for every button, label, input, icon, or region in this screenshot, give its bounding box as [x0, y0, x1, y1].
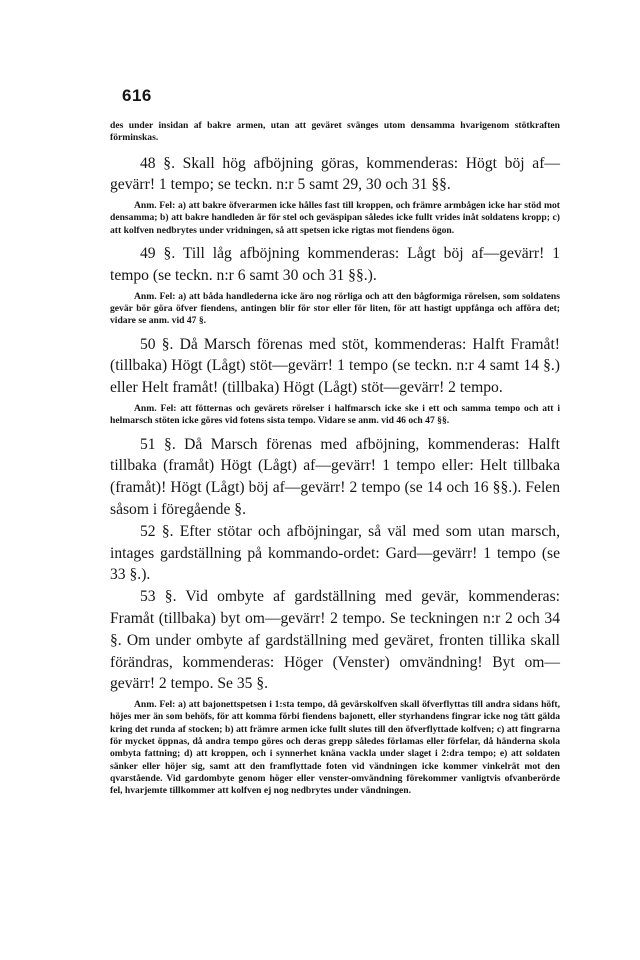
paragraph-51: 51 §. Då Marsch förenas med afböjning, kommenderas: Halft tillbaka (framåt) Högt (Lågt) af—gevärr! 1 tempo eller: Helt tillbaka (framåt)! Högt (Lågt) böj af—gevärr! 2 tempo (se 14 och 16 §§.). Felen såsom i föregående §.: [110, 435, 560, 518]
paragraph-50: 50 §. Då Marsch förenas med stöt, kommenderas: Halft Framåt! (tillbaka) Högt (Lågt) stöt—gevärr! 1 tempo (se teckn. n:r 4 samt 14 §.) eller Helt framåt! (tillbaka) Högt (Lågt) stöt—gevärr! 2 tempo.: [110, 335, 560, 397]
book-page: [110, 86, 560, 803]
note-53: Anm. Fel: a) att bajonettspetsen i 1:sta tempo, då gevärskolfven skall öfverflyttas till andra sidans höft, höjes mer än som behöfs, för att komma förbi fiendens bajonett, eller styrhandens fingrar icke nog tätt gälda kring det runda af stocken; b) att främre armen icke fullt slutes till den öfverflyttade kolfven; c) att fingrarna för mycket öppnas, då andra tempo göres och deras grepp således förlamas eller förfelar, då händerna skola ombyta fattning; d) att kroppen, och i synnerhet knäna vackla under slaget i 2:dra tempo; e) att soldaten sänker eller höjer sig, samt att den framflyttade foten vid vändningen icke kommer vinkelrät mot den qvarstående. Vid gardombyte genom höger eller venster-omvändning förekommer vanligtvis ofvanberörde fel, hvarjemte tillkommer att kolfven ej nog nedbrytes under vändningen.: [110, 699, 560, 797]
note-continuation: des under insidan af bakre armen, utan att geväret svänges utom densamma hvarigenom stötkraften förminskas.: [110, 120, 560, 144]
paragraph-52: 52 §. Efter stötar och afböjningar, så väl med som utan marsch, intages gardställning på kommando-ordet: Gard—gevärr! 1 tempo (se 33 §.).: [110, 522, 560, 584]
paragraph-49: 49 §. Till låg afböjning kommenderas: Lågt böj af—gevärr! 1 tempo (se teckn. n:r 6 samt 30 och 31 §§.).: [110, 245, 560, 284]
note-48: Anm. Fel: a) att bakre öfverarmen icke hålles fast till kroppen, och främre armbågen icke har stöd mot densamma; b) att bakre handleden är för stel och geväspipan således icke fullt vrides inåt soldatens kropp; c) att kolfven nedbrytes under vridningen, så att spetsen icke rigtas mot fiendens ögon.: [110, 200, 560, 236]
paragraph-48: 48 §. Skall hög afböjning göras, kommenderas: Högt böj af—gevärr! 1 tempo; se teckn. n:r 5 samt 29, 30 och 31 §§.: [110, 154, 560, 194]
note-50: Anm. Fel: att fötternas och gevärets rörelser i halfmarsch icke ske i ett och samma tempo och att i helmarsch stöten icke göres vid fotens sista tempo. Vidare se anm. vid 46 och 47 §§.: [110, 402, 560, 427]
note-49: Anm. Fel: a) att båda handlederna icke äro nog rörliga och att den bågformiga rörelsen, som soldatens gevär bör göra öfver fiendens, antingen blir för stor eller för liten, för att hastigt uppfånga och afföra det; vidare se anm. vid 47 §.: [110, 290, 560, 327]
paragraph-53: 53 §. Vid ombyte af gardställning med gevär, kommenderas: Framåt (tillbaka) byt om—gevärr! 2 tempo. Se teckningen n:r 2 och 34 §. Om under ombyte af gardställning med geväret, fronten tillika skall förändras, kommenderas: Höger (Venster) omvändning! Byt om—gevärr! 2 tempo. Se 35 §.: [110, 588, 560, 693]
page-number: 616: [122, 86, 152, 105]
